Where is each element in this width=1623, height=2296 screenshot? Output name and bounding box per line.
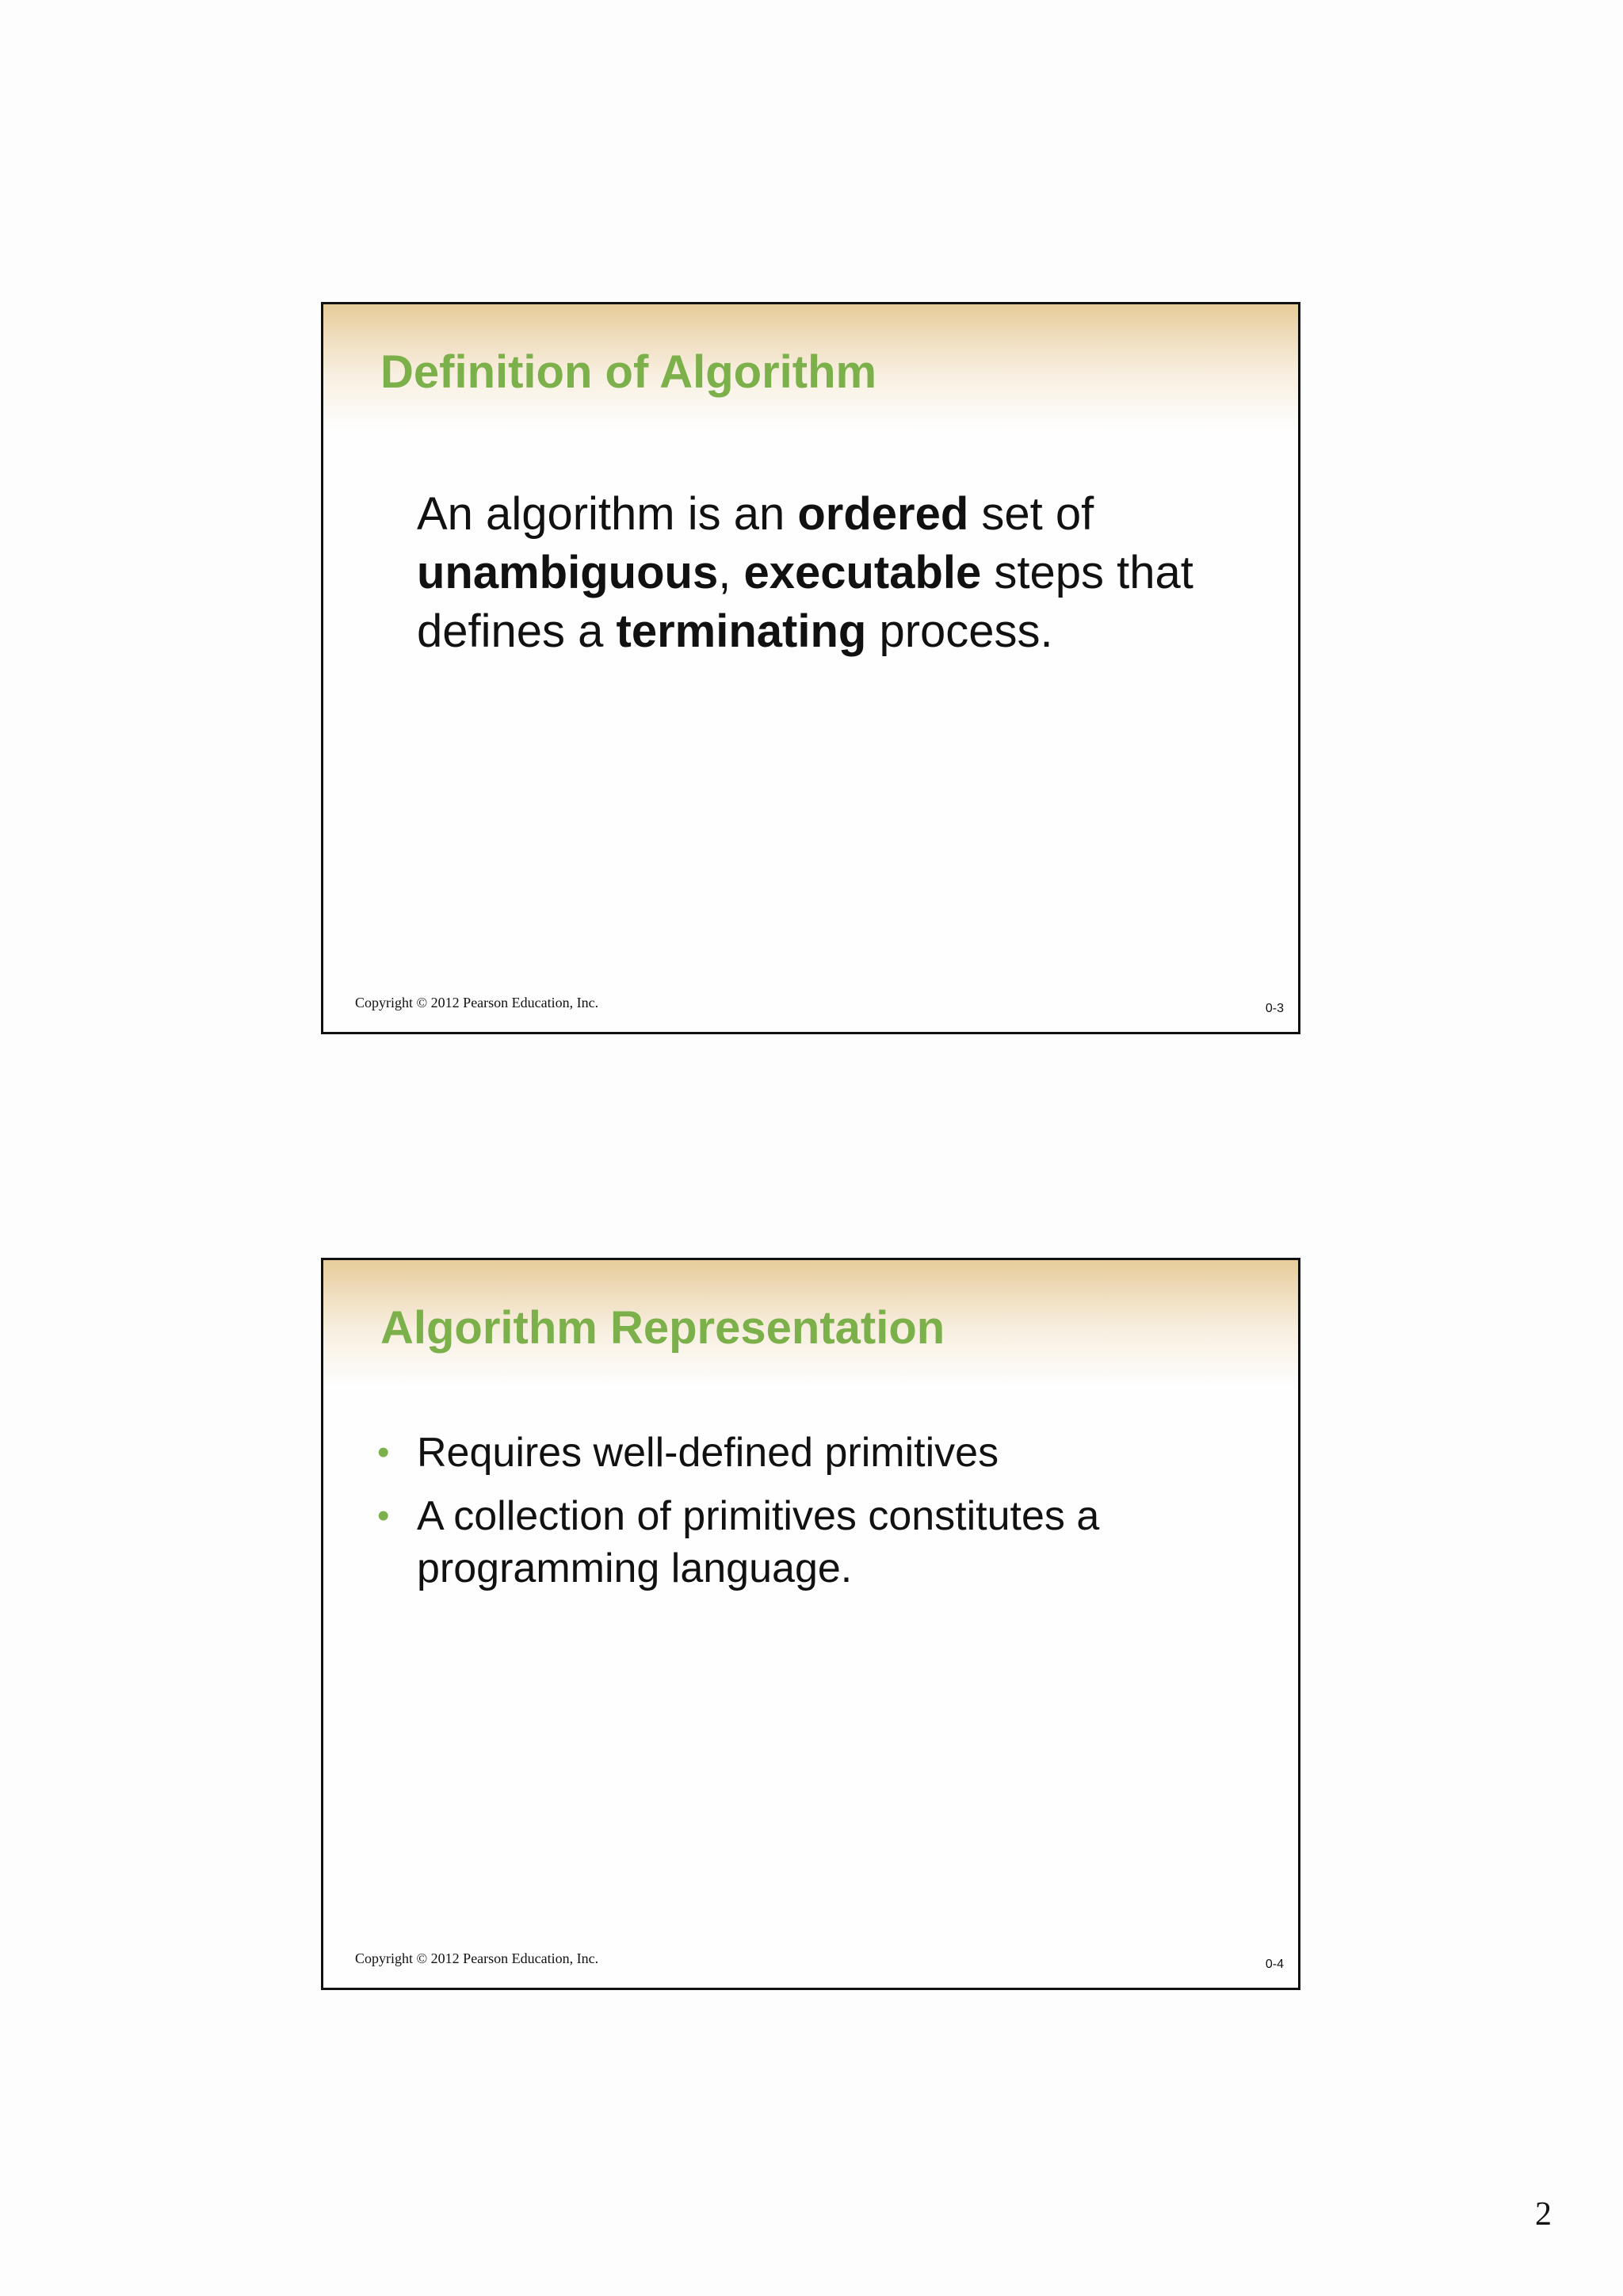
definition-text-part: , [718,547,744,598]
slide-title: Definition of Algorithm [380,346,877,398]
copyright-notice: Copyright © 2012 Pearson Education, Inc. [355,1950,599,1966]
definition-text-part: process. [866,606,1053,657]
list-item [377,1427,1257,1479]
slide-algorithm-representation [321,1258,1300,1990]
definition-text-part: steps that defines a [417,547,1193,657]
definition-text [417,485,1257,661]
bullet-icon: • [377,1496,390,1535]
definition-keyword-terminating: terminating [616,606,867,657]
bullet-icon: • [377,1433,390,1472]
definition-keyword-executable: executable [743,547,982,598]
bullet-list [377,1427,1257,1606]
bullet-text: A collection of primitives constitutes a programming language. [417,1493,1100,1591]
list-item [377,1490,1257,1595]
definition-text-part: An algorithm is an [417,488,798,540]
definition-keyword-ordered: ordered [797,488,969,540]
slide-definition-of-algorithm [321,302,1300,1034]
slide-number: 0-4 [1265,1958,1284,1971]
slide-title: Algorithm Representation [380,1302,945,1354]
definition-keyword-unambiguous: unambiguous [417,547,719,598]
page-number: 2 [1535,2196,1552,2233]
copyright-notice: Copyright © 2012 Pearson Education, Inc. [355,995,599,1010]
bullet-text: Requires well-defined primitives [417,1430,999,1476]
slide-number: 0-3 [1265,1002,1284,1015]
definition-text-part: set of [968,488,1094,540]
